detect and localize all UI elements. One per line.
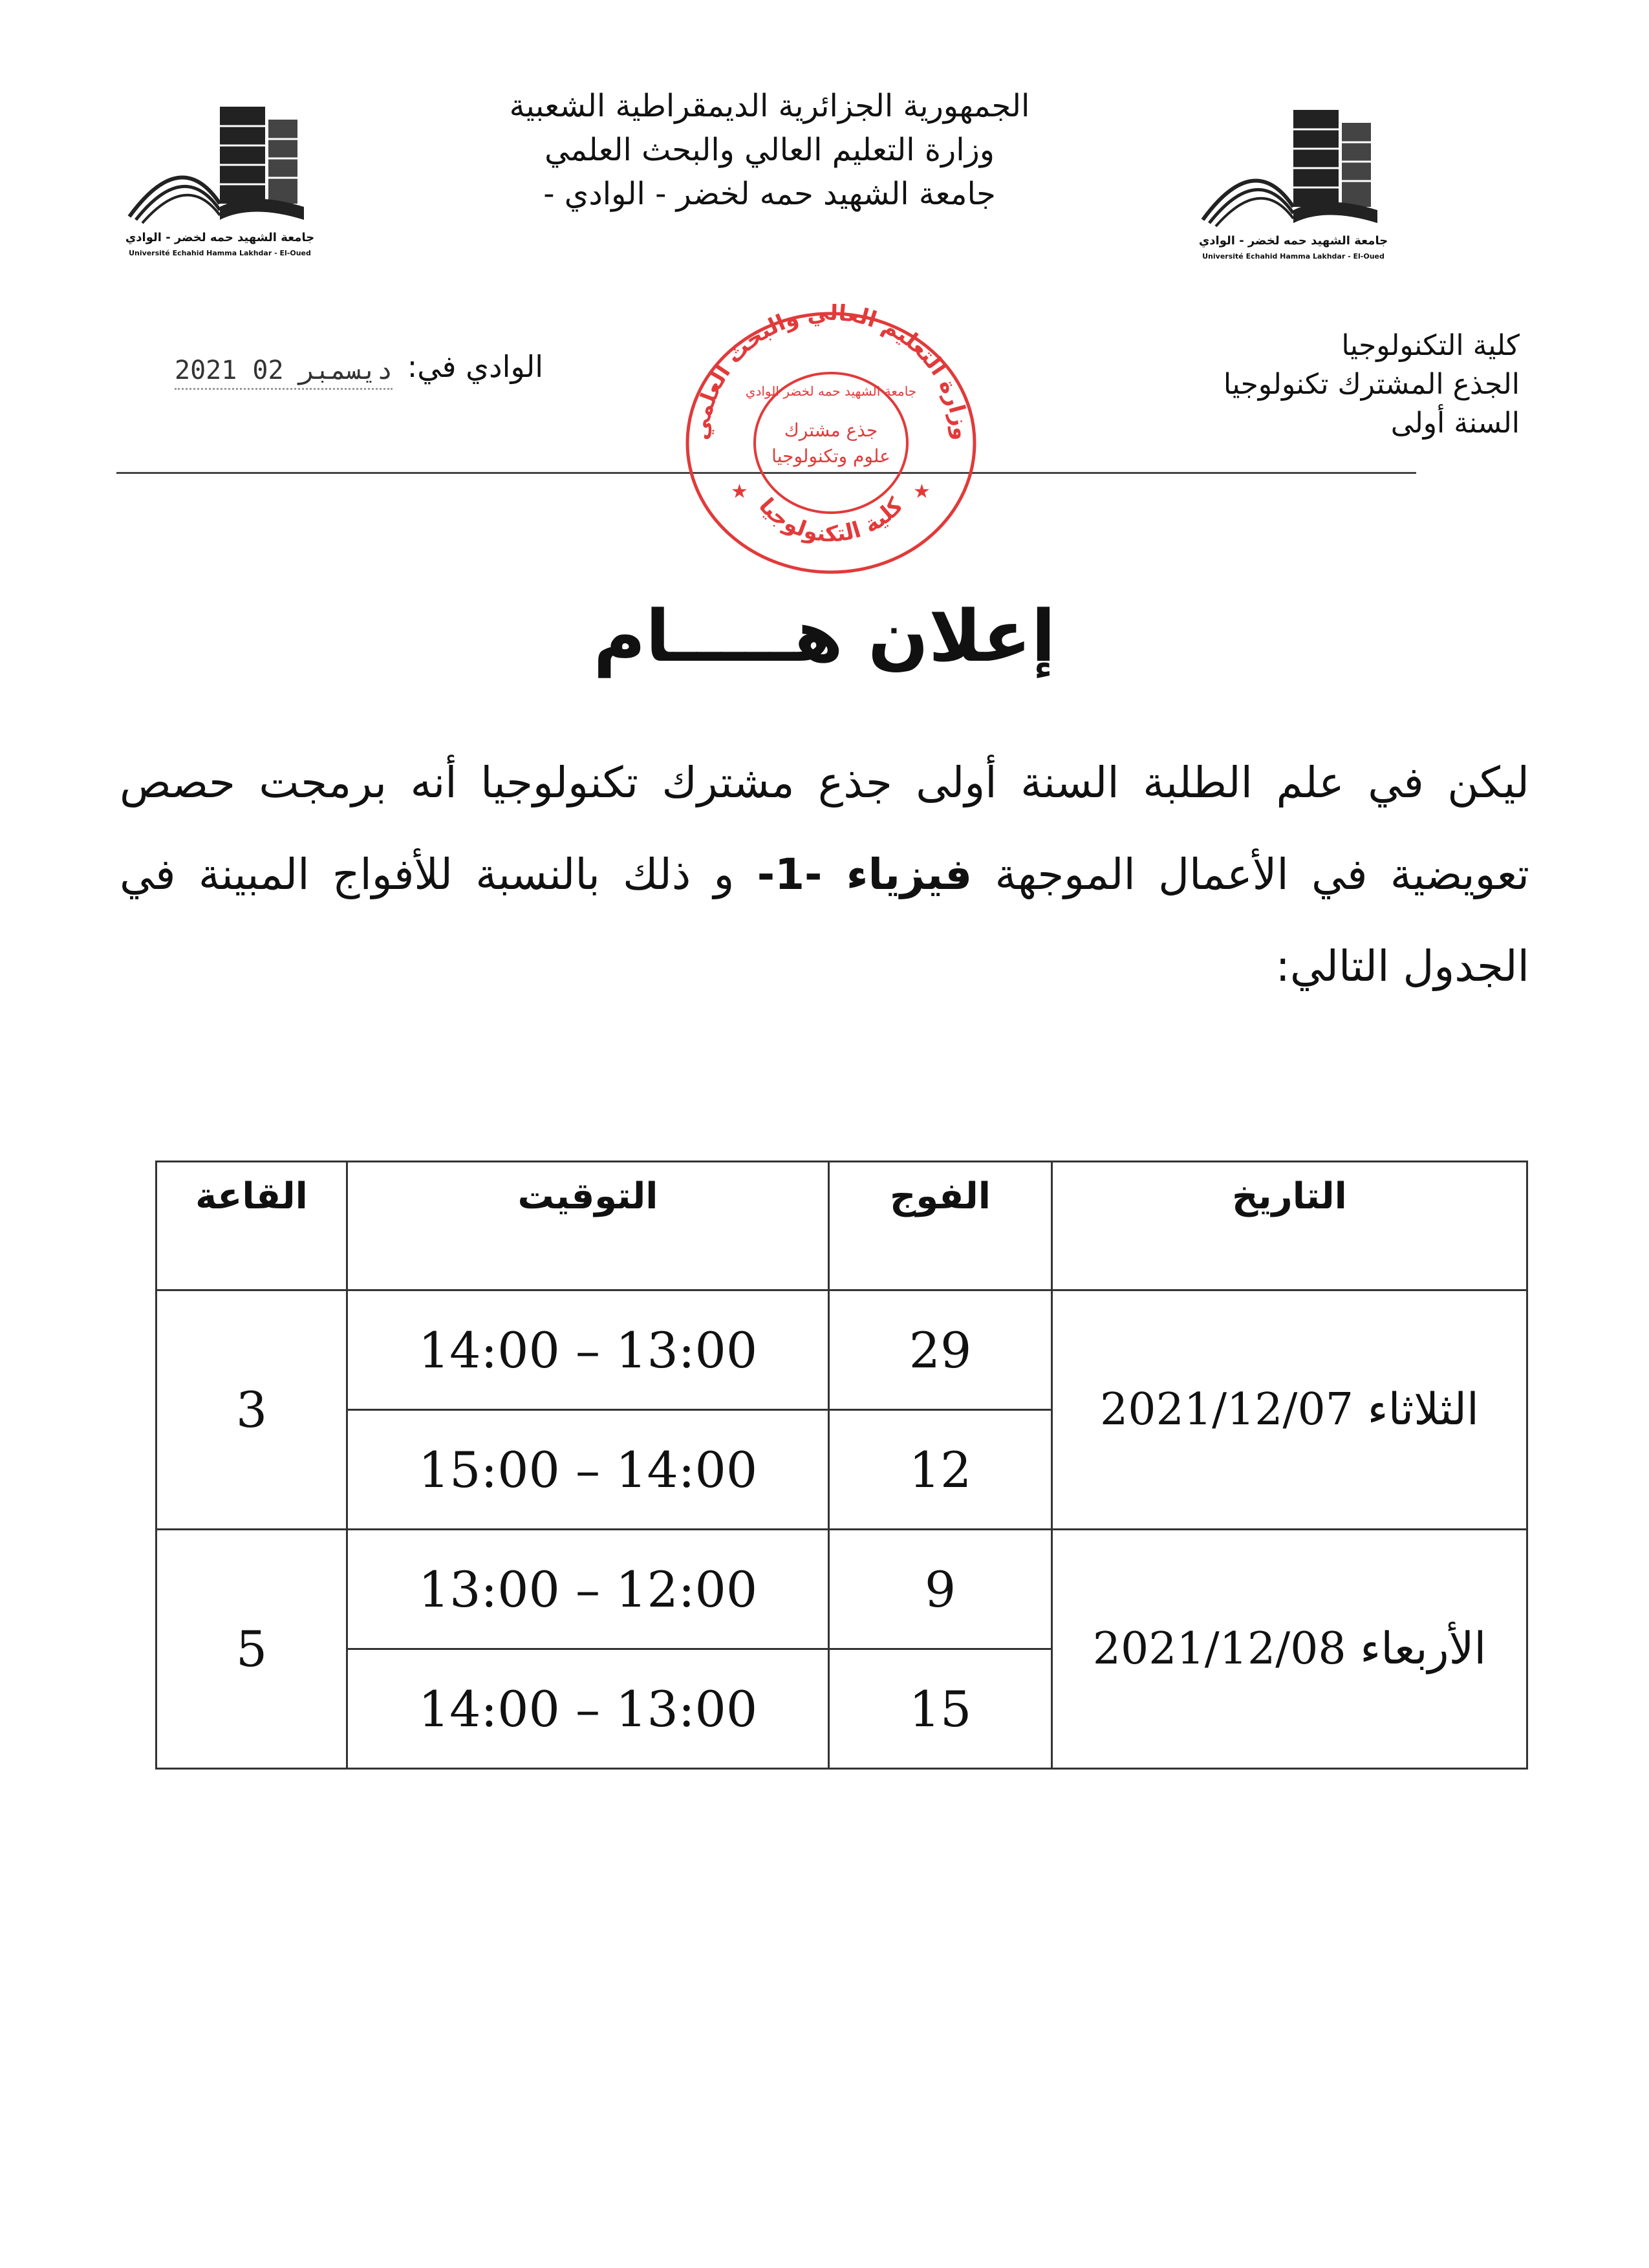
time-cell: 13:00 – 12:00 — [347, 1530, 829, 1649]
university-line: جامعة الشهيد حمه لخضر - الوادي - — [543, 176, 996, 212]
ministry-line: وزارة التعليم العالي والبحث العلمي — [544, 132, 995, 168]
seal-stamp-icon — [679, 304, 983, 575]
time-cell: 14:00 – 13:00 — [347, 1290, 829, 1410]
room-cell: 5 — [156, 1530, 347, 1769]
time-cell: 15:00 – 14:00 — [347, 1410, 829, 1530]
announcement-body — [120, 737, 1529, 1012]
header-date: التاريخ — [1052, 1162, 1527, 1290]
header-time: التوقيت — [347, 1162, 829, 1290]
body-subject: فيزياء -1- — [757, 850, 973, 899]
date-cell: الثلاثاء 2021/12/07 — [1052, 1290, 1527, 1530]
official-seal — [679, 304, 983, 575]
body-part1: ليكن في علم الطلبة السنة أولى جذع مشترك تكنولوجيا أنه برمجت حصص تعويضية في الأعمال الموجهة — [120, 758, 1529, 899]
table-row — [156, 1530, 1527, 1649]
university-logo-left — [123, 94, 317, 262]
seal-outer-text: وزارة التعليم العالي والبحث العلمي — [687, 304, 975, 442]
faculty-block — [938, 326, 1520, 443]
date-cell: الأربعاء 2021/12/08 — [1052, 1530, 1527, 1769]
group-cell: 12 — [829, 1410, 1052, 1530]
seal-inner-line2: علوم وتكنولوجيا — [771, 445, 890, 467]
university-logo-icon — [123, 94, 317, 262]
body-part2: و ذلك بالنسبة للأفواج المبينة في الجدول التالي: — [120, 850, 1529, 991]
logo-arabic-name: جامعة الشهيد حمه لخضر - الوادي — [1198, 234, 1388, 248]
svg-text:كلية التكنولوجيا — [753, 493, 909, 547]
time-cell: 14:00 – 13:00 — [347, 1649, 829, 1769]
seal-star-icon: ★ — [913, 480, 931, 503]
republic-line: الجمهورية الجزائرية الديمقراطية الشعبية — [509, 88, 1030, 124]
seal-inner-line1: جذع مشترك — [784, 420, 878, 441]
university-logo-icon — [1196, 97, 1390, 265]
logo-latin-name: Université Echahid Hamma Lakhdar - El-Oued — [129, 249, 311, 257]
group-cell: 29 — [829, 1290, 1052, 1410]
faculty-name: كلية التكنولوجيا — [1341, 329, 1520, 362]
room-cell: 3 — [156, 1290, 347, 1530]
group-cell: 9 — [829, 1530, 1052, 1649]
seal-ring-text: جامعة الشهيد حمه لخضر الوادي — [745, 383, 917, 399]
letterhead — [414, 84, 1125, 216]
header-room: القاعة — [156, 1162, 347, 1290]
announcement-title: إعلان هـــــام — [593, 595, 1056, 678]
year-label: السنة أولى — [1390, 407, 1520, 440]
seal-star-icon: ★ — [731, 480, 748, 503]
logo-arabic-name: جامعة الشهيد حمه لخضر - الوادي — [125, 231, 315, 244]
table-row — [156, 1290, 1527, 1410]
date-label: الوادي في: — [407, 349, 543, 384]
table-header-row — [156, 1162, 1527, 1290]
university-logo-right — [1196, 97, 1390, 265]
department-name: الجذع المشترك تكنولوجيا — [1223, 368, 1520, 401]
date-line — [155, 349, 543, 401]
group-cell: 15 — [829, 1649, 1052, 1769]
logo-latin-name: Université Echahid Hamma Lakhdar - El-Oued — [1202, 252, 1385, 261]
header-group: الفوج — [829, 1162, 1052, 1290]
seal-bottom-text: كلية التكنولوجيا — [753, 493, 909, 548]
schedule-table — [155, 1161, 1528, 1770]
date-stamp: 2021 ديسمبر 02 — [175, 356, 393, 390]
